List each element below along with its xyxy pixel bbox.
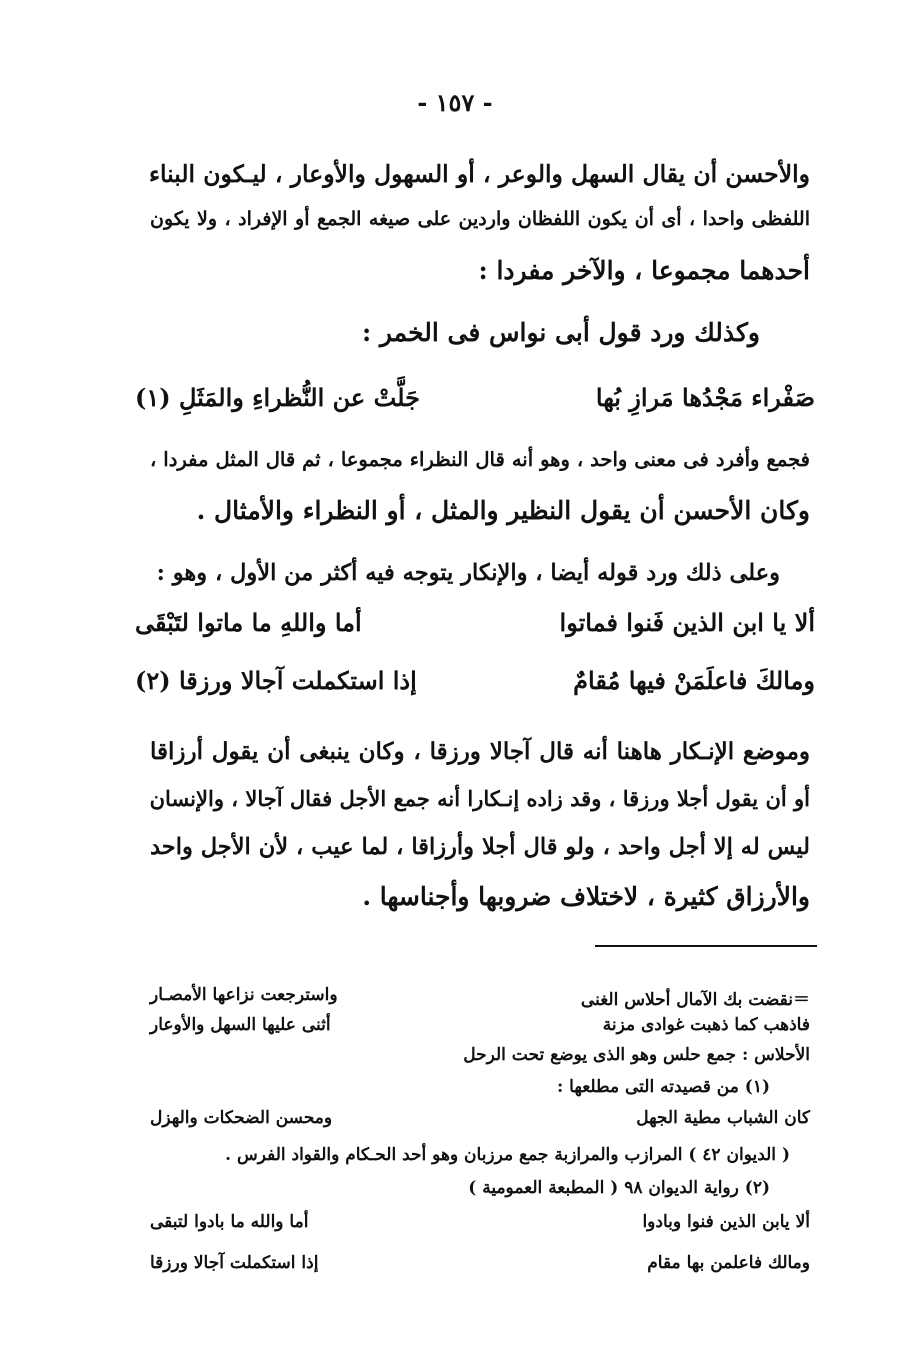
body-line: أو أن يقول أجلا ورزقا ، وقد زاده إنـكارا أنه جمع الأجل فقال آجالا ، والإنسان: [149, 786, 810, 811]
footnote-verse: [150, 985, 810, 1010]
footnote-separator: [595, 945, 817, 947]
footnote-label: (١) من قصيدته التى مطلعها :: [556, 1077, 770, 1097]
footnote-verse: [150, 1253, 810, 1273]
verse-hemistich: واسترجعت نزاعها الأمصـار: [150, 985, 338, 1005]
body-line: والأحسن أن يقال السهل والوعر ، أو السهول والأوعار ، ليـكون البناء: [148, 160, 810, 188]
footnote-verse: [150, 1212, 810, 1232]
verse: [135, 608, 815, 637]
body-line: وموضع الإنـكار هاهنا أنه قال آجالا ورزقا ، وكان ينبغى أن يقول أرزاقا: [150, 738, 810, 765]
body-line: وعلى ذلك ورد قوله أيضا ، والإنكار يتوجه فيه أكثر من الأول ، وهو :: [156, 560, 780, 586]
verse-hemistich: إذا استكملت آجالا ورزقا: [150, 1253, 319, 1273]
footnote-verse: [150, 1015, 810, 1035]
footnote-reference: ( الديوان ٤٢ ) المرازب والمرازبة جمع مرزبان وهو أحد الحـكام والقواد الفرس .: [225, 1145, 790, 1165]
verse-hemistich: أما واللهِ ما ماتوا لتَبْقَى: [135, 608, 362, 637]
footnote-verse: [150, 1108, 810, 1128]
verse-hemistich: جَلَّتْ عن النُّظراءِ والمَثَلِ (١): [135, 383, 420, 412]
verse-hemistich: ومالكَ فاعلَمَنْ فيها مُقامٌ: [573, 666, 815, 695]
page-number: - ١٥٧ -: [417, 88, 493, 117]
verse-hemistich: فاذهب كما ذهبت غوادى مزنة: [602, 1015, 810, 1035]
verse-hemistich: أما والله ما بادوا لتبقى: [150, 1212, 309, 1232]
footnote-label: (٢) رواية الديوان ٩٨ ( المطبعة العمومية ): [468, 1178, 770, 1198]
verse-hemistich: ومالك فاعلمن بها مقام: [647, 1253, 810, 1273]
body-line: وكذلك ورد قول أبى نواس فى الخمر :: [361, 318, 760, 347]
verse-hemistich: ＝نقضت بك الآمال أحلاس الغنى: [580, 990, 810, 1010]
verse-hemistich: صَفْراء مَجْدُها مَرازِ بُها: [595, 383, 815, 412]
body-line: فجمع وأفرد فى معنى واحد ، وهو أنه قال النظراء مجموعا ، ثم قال المثل مفردا ،: [150, 448, 810, 471]
body-line: والأرزاق كثيرة ، لاختلاف ضروبها وأجناسها .: [362, 882, 810, 911]
verse-hemistich: أثنى عليها السهل والأوعار: [150, 1015, 331, 1035]
body-line: أحدهما مجموعا ، والآخر مفردا :: [478, 256, 810, 285]
verse-hemistich: ألا يابن الذين فنوا وبادوا: [642, 1212, 810, 1232]
footnote-gloss: الأحلاس : جمع حلس وهو الذى يوضع تحت الرحل: [463, 1045, 810, 1065]
verse: [135, 666, 815, 695]
verse-hemistich: إذا استكملت آجالا ورزقا (٢): [135, 666, 417, 695]
body-line: اللفظى واحدا ، أى أن يكون اللفظان واردين على صيغه الجمع أو الإفراد ، ولا يكون: [150, 208, 810, 230]
body-line: ليس له إلا أجل واحد ، ولو قال أجلا وأرزاقا ، لما عيب ، لأن الأجل واحد: [150, 834, 810, 860]
verse: [135, 383, 815, 412]
verse-hemistich: ومحسن الضحكات والهزل: [150, 1108, 333, 1128]
verse-hemistich: ألا يا ابن الذين فَنوا فماتوا: [559, 608, 815, 637]
verse-hemistich: كان الشباب مطية الجهل: [636, 1108, 810, 1128]
body-line: وكان الأحسن أن يقول النظير والمثل ، أو النظراء والأمثال .: [196, 496, 810, 525]
